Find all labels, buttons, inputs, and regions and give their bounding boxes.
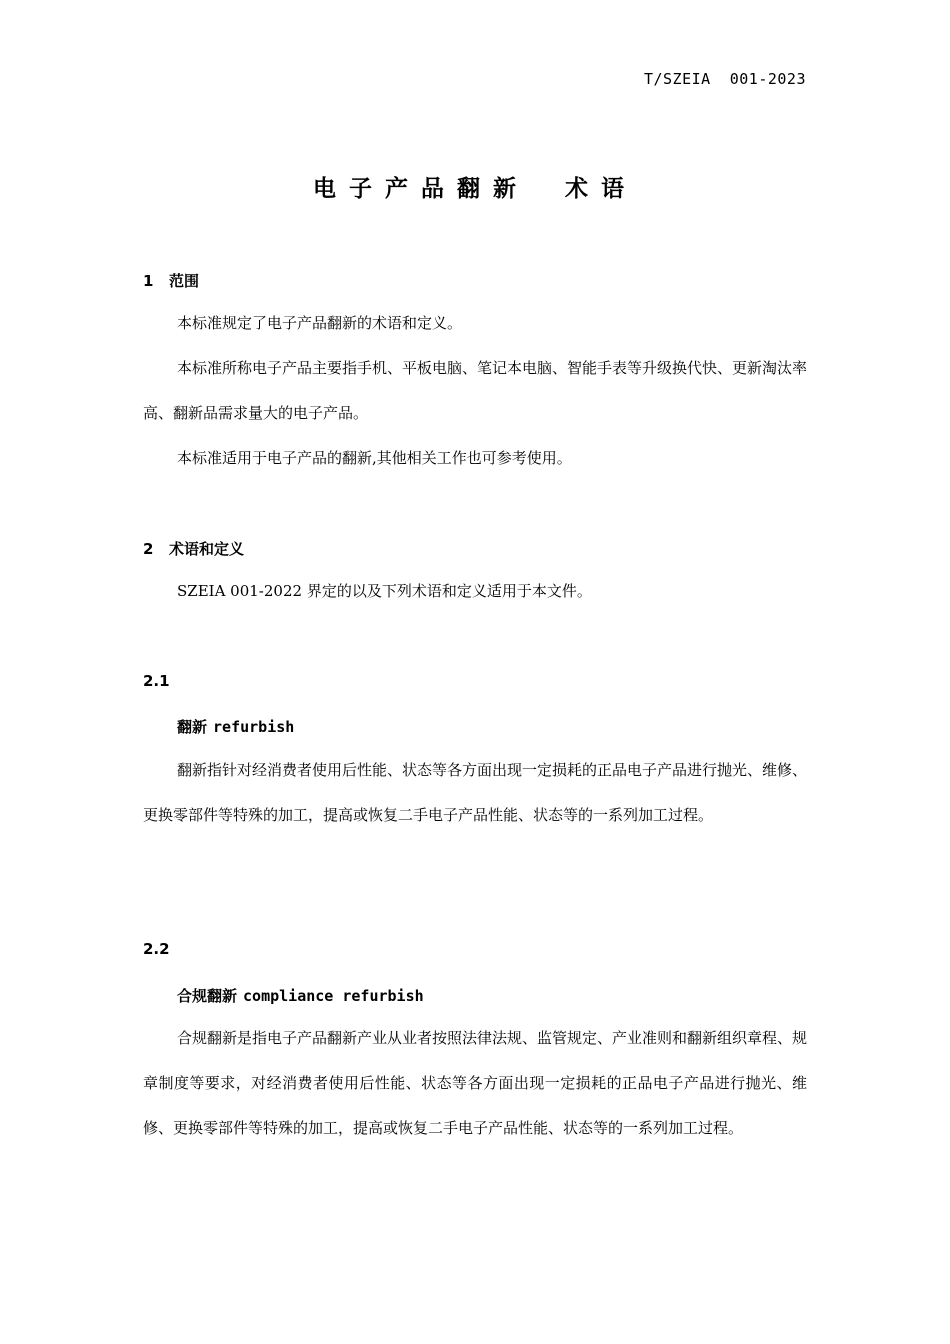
section-title: 术语和定义: [169, 540, 245, 558]
term-en: refurbish: [213, 718, 295, 736]
section-title: 范围: [169, 272, 200, 290]
term-en: compliance refurbish: [243, 987, 424, 1005]
section-number: 1: [143, 272, 154, 290]
section-1-paragraph-1: 本标准规定了电子产品翻新的术语和定义。: [177, 314, 463, 332]
term-2-2-title: [177, 985, 424, 1006]
section-1-paragraph-2: 本标准所称电子产品主要指手机、平板电脑、笔记本电脑、智能手表等升级换代快、更新淘汰率高、翻新品需求量大的电子产品。: [143, 359, 808, 422]
term-2-2-number: 2.2: [143, 940, 170, 958]
section-2-paragraph-1: SZEIA 001-2022 界定的以及下列术语和定义适用于本文件。: [177, 582, 592, 600]
document-title: 电子产品翻新 术语: [313, 176, 637, 202]
term-zh: 翻新: [177, 718, 208, 736]
term-2-1-definition: 翻新指针对经消费者使用后性能、状态等各方面出现一定损耗的正品电子产品进行抛光、维修、更换零部件等特殊的加工，提高或恢复二手电子产品性能、状态等的一系列加工过程。: [143, 761, 808, 824]
term-2-2-definition: 合规翻新是指电子产品翻新产业从业者按照法律法规、监管规定、产业准则和翻新组织章程、规章制度等要求，对经消费者使用后性能、状态等各方面出现一定损耗的正品电子产品进行抛光、维修、更换零部件等特殊的加工，提高或恢复二手电子产品性能、状态等的一系列加工过程。: [143, 1029, 808, 1137]
section-number: 2: [143, 540, 154, 558]
term-zh: 合规翻新: [177, 987, 238, 1005]
term-2-1-title: [177, 716, 294, 737]
section-1-paragraph-3: 本标准适用于电子产品的翻新,其他相关工作也可参考使用。: [177, 449, 572, 467]
section-2-heading: [143, 538, 244, 559]
section-1-heading: [143, 270, 199, 291]
standard-code: T/SZEIA 001-2023: [643, 70, 806, 88]
term-2-1-number: 2.1: [143, 672, 170, 690]
